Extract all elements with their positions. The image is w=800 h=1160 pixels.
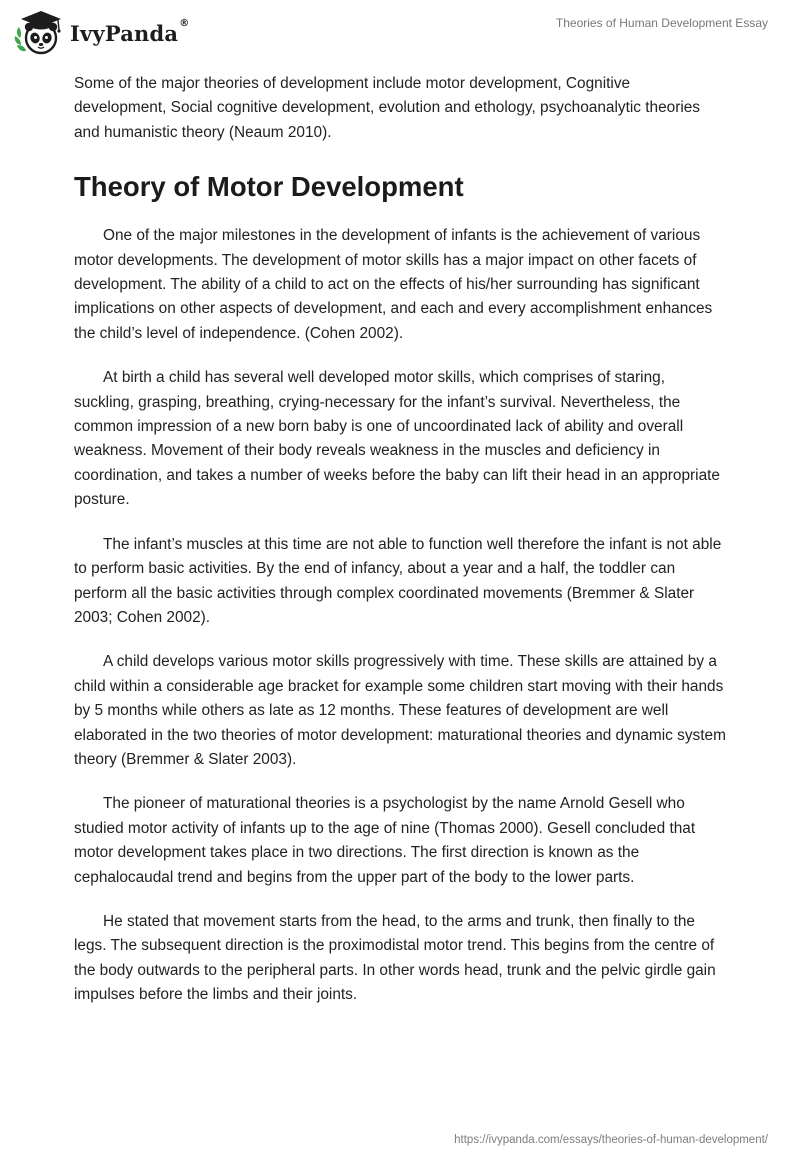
registered-mark: ®: [179, 17, 190, 29]
paragraph: He stated that movement starts from the head, to the arms and trunk, then finally to the legs. The subsequent direction is the proximodistal motor trend. This begins from the centre of the body outwards to the peripheral parts. In other words head, trunk and the pelvic girdle gain impulses before the limbs and their joints.: [74, 912, 716, 1004]
paragraph: A child develops various motor skills progressively with time. These skills are attained by a child within a considerable age bracket for example some children start moving with their hands by 5 months while others as late as 12 months. These features of development are well elaborated in the two theories of motor development: maturational theories and dynamic system theory (Bremmer & Slater 2003).: [74, 653, 726, 768]
section-heading: Theory of Motor Development: [74, 171, 464, 203]
source-url[interactable]: https://ivypanda.com/essays/theories-of-human-development/: [454, 1134, 768, 1146]
paragraph: The infant’s muscles at this time are not able to function well therefore the infant is not able to perform basic activities. By the end of infancy, about a year and a half, the toddler can perform all the basic activities through complex coordinated movements (Bremmer & Slater 2003; Cohen 2002).: [74, 535, 722, 626]
paragraph: The pioneer of maturational theories is a psychologist by the name Arnold Gesell who studied motor activity of infants up to the age of nine (Thomas 2000). Gesell concluded that motor development takes place in two directions. The first direction is known as the cephalocaudal trend and begins from the upper part of the body to the lower parts.: [74, 795, 696, 886]
ivypanda-logo[interactable]: [14, 8, 189, 58]
intro-paragraph: Some of the major theories of development include motor development, Cognitive development, Social cognitive development, evolution and ethology, psychoanalytic theories and humanistic theory (Neaum 2010).: [74, 75, 700, 141]
paragraph: At birth a child has several well developed motor skills, which comprises of staring, suckling, grasping, breathing, crying-necessary for the infant’s survival. Nevertheless, the common impression of a new born baby is one of uncoordinated lack of ability and overall weakness. Movement of their body reveals weakness in the muscles and deficiency in coordination, and takes a number of weeks before the baby can lift their head in an appropriate posture.: [74, 369, 720, 509]
brand-name: IvyPanda®: [70, 17, 190, 46]
document-title: Theories of Human Development Essay: [555, 16, 768, 30]
panda-graduation-cap-logo-icon: [14, 8, 64, 58]
article-body: [74, 72, 726, 1028]
page-header: [0, 0, 800, 64]
paragraph: One of the major milestones in the development of infants is the achievement of various motor developments. The development of motor skills has a major impact on other facets of development. The ability of a child to act on the effects of his/her surrounding has significant implications on other aspects of development, and each and every accomplishment enhances the child’s level of independence. (Cohen 2002).: [74, 227, 713, 342]
